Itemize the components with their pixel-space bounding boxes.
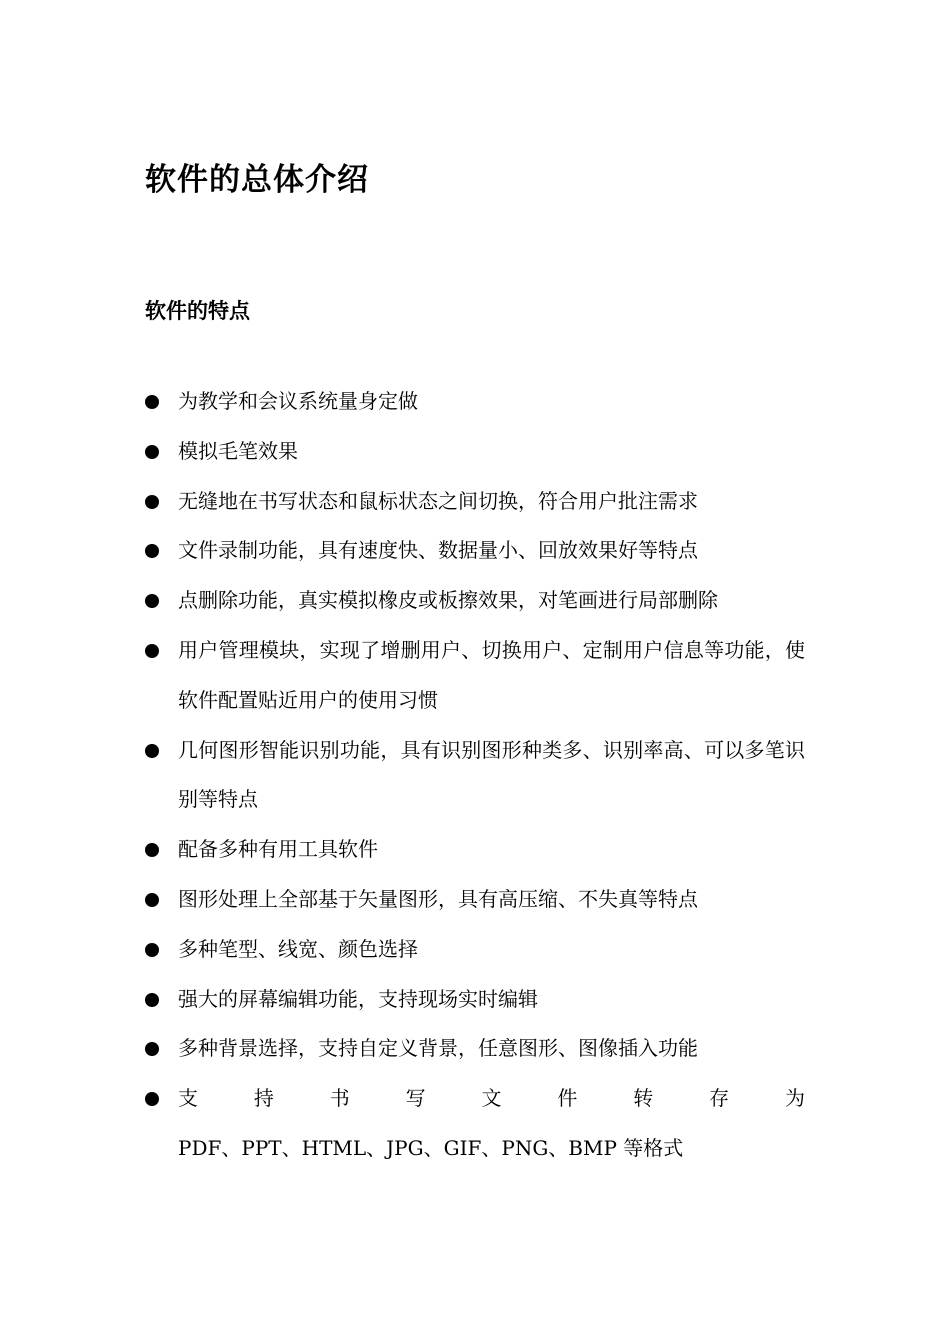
- bullet-icon: [145, 594, 159, 608]
- feature-list: [145, 377, 805, 1174]
- list-item: [145, 526, 805, 576]
- list-item-text: 几何图形智能识别功能，具有识别图形种类多、识别率高、可以多笔识别等特点: [178, 737, 805, 812]
- spread-char: 文: [481, 1086, 502, 1111]
- list-item-text: 文件录制功能，具有速度快、数据量小、回放效果好等特点: [178, 538, 698, 563]
- list-item-text: 图形处理上全部基于矢量图形，具有高压缩、不失真等特点: [178, 886, 698, 911]
- list-item-text: 多种背景选择，支持自定义背景，任意图形、图像插入功能: [178, 1036, 698, 1061]
- spread-char: 存: [709, 1086, 730, 1111]
- bullet-icon: [145, 495, 159, 509]
- spread-char: 持: [253, 1086, 274, 1111]
- bullet-icon: [145, 544, 159, 558]
- list-item: [145, 875, 805, 925]
- spread-char: 为: [785, 1086, 805, 1111]
- spread-char: 支: [178, 1086, 198, 1111]
- list-item: [145, 477, 805, 527]
- bullet-icon: [145, 744, 159, 758]
- bullet-icon: [145, 644, 159, 658]
- list-item-text: PDF、PPT、HTML、JPG、GIF、PNG、BMP 等格式: [178, 1135, 684, 1160]
- spread-char: 写: [405, 1086, 426, 1111]
- list-item-text: 强大的屏幕编辑功能，支持现场实时编辑: [178, 986, 538, 1011]
- list-item: [145, 377, 805, 427]
- list-item-text: 多种笔型、线宽、颜色选择: [178, 936, 418, 961]
- bullet-icon: [145, 943, 159, 957]
- list-item-text: 配备多种有用工具软件: [178, 837, 378, 862]
- bullet-icon: [145, 993, 159, 1007]
- bullet-icon: [145, 893, 159, 907]
- list-item-text: 无缝地在书写状态和鼠标状态之间切换，符合用户批注需求: [178, 488, 698, 513]
- spread-char: 书: [329, 1086, 350, 1111]
- bullet-icon: [145, 843, 159, 857]
- bullet-icon: [145, 1042, 159, 1056]
- section-heading: 软件的特点: [145, 299, 250, 323]
- list-item-spread-line: [178, 1074, 805, 1124]
- list-item: [145, 925, 805, 975]
- list-item: [145, 726, 805, 826]
- list-item-text: 模拟毛笔效果: [178, 438, 298, 463]
- spread-char: 转: [633, 1086, 654, 1111]
- list-item: [145, 1024, 805, 1074]
- list-item-text: 为教学和会议系统量身定做: [178, 389, 418, 413]
- list-item: [145, 825, 805, 875]
- list-item: [145, 975, 805, 1025]
- list-item: [145, 576, 805, 626]
- list-item: [145, 427, 805, 477]
- list-item-text: 点删除功能，真实模拟橡皮或板擦效果，对笔画进行局部删除: [178, 588, 718, 613]
- bullet-icon: [145, 1092, 159, 1106]
- list-item: [145, 1074, 805, 1174]
- list-item: [145, 626, 805, 726]
- list-item-text: 用户管理模块，实现了增删用户、切换用户、定制用户信息等功能，使软件配置贴近用户的使用习惯: [178, 637, 805, 712]
- bullet-icon: [145, 445, 159, 459]
- bullet-icon: [145, 395, 159, 409]
- spread-char: 件: [557, 1086, 578, 1111]
- page-title: 软件的总体介绍: [145, 162, 369, 198]
